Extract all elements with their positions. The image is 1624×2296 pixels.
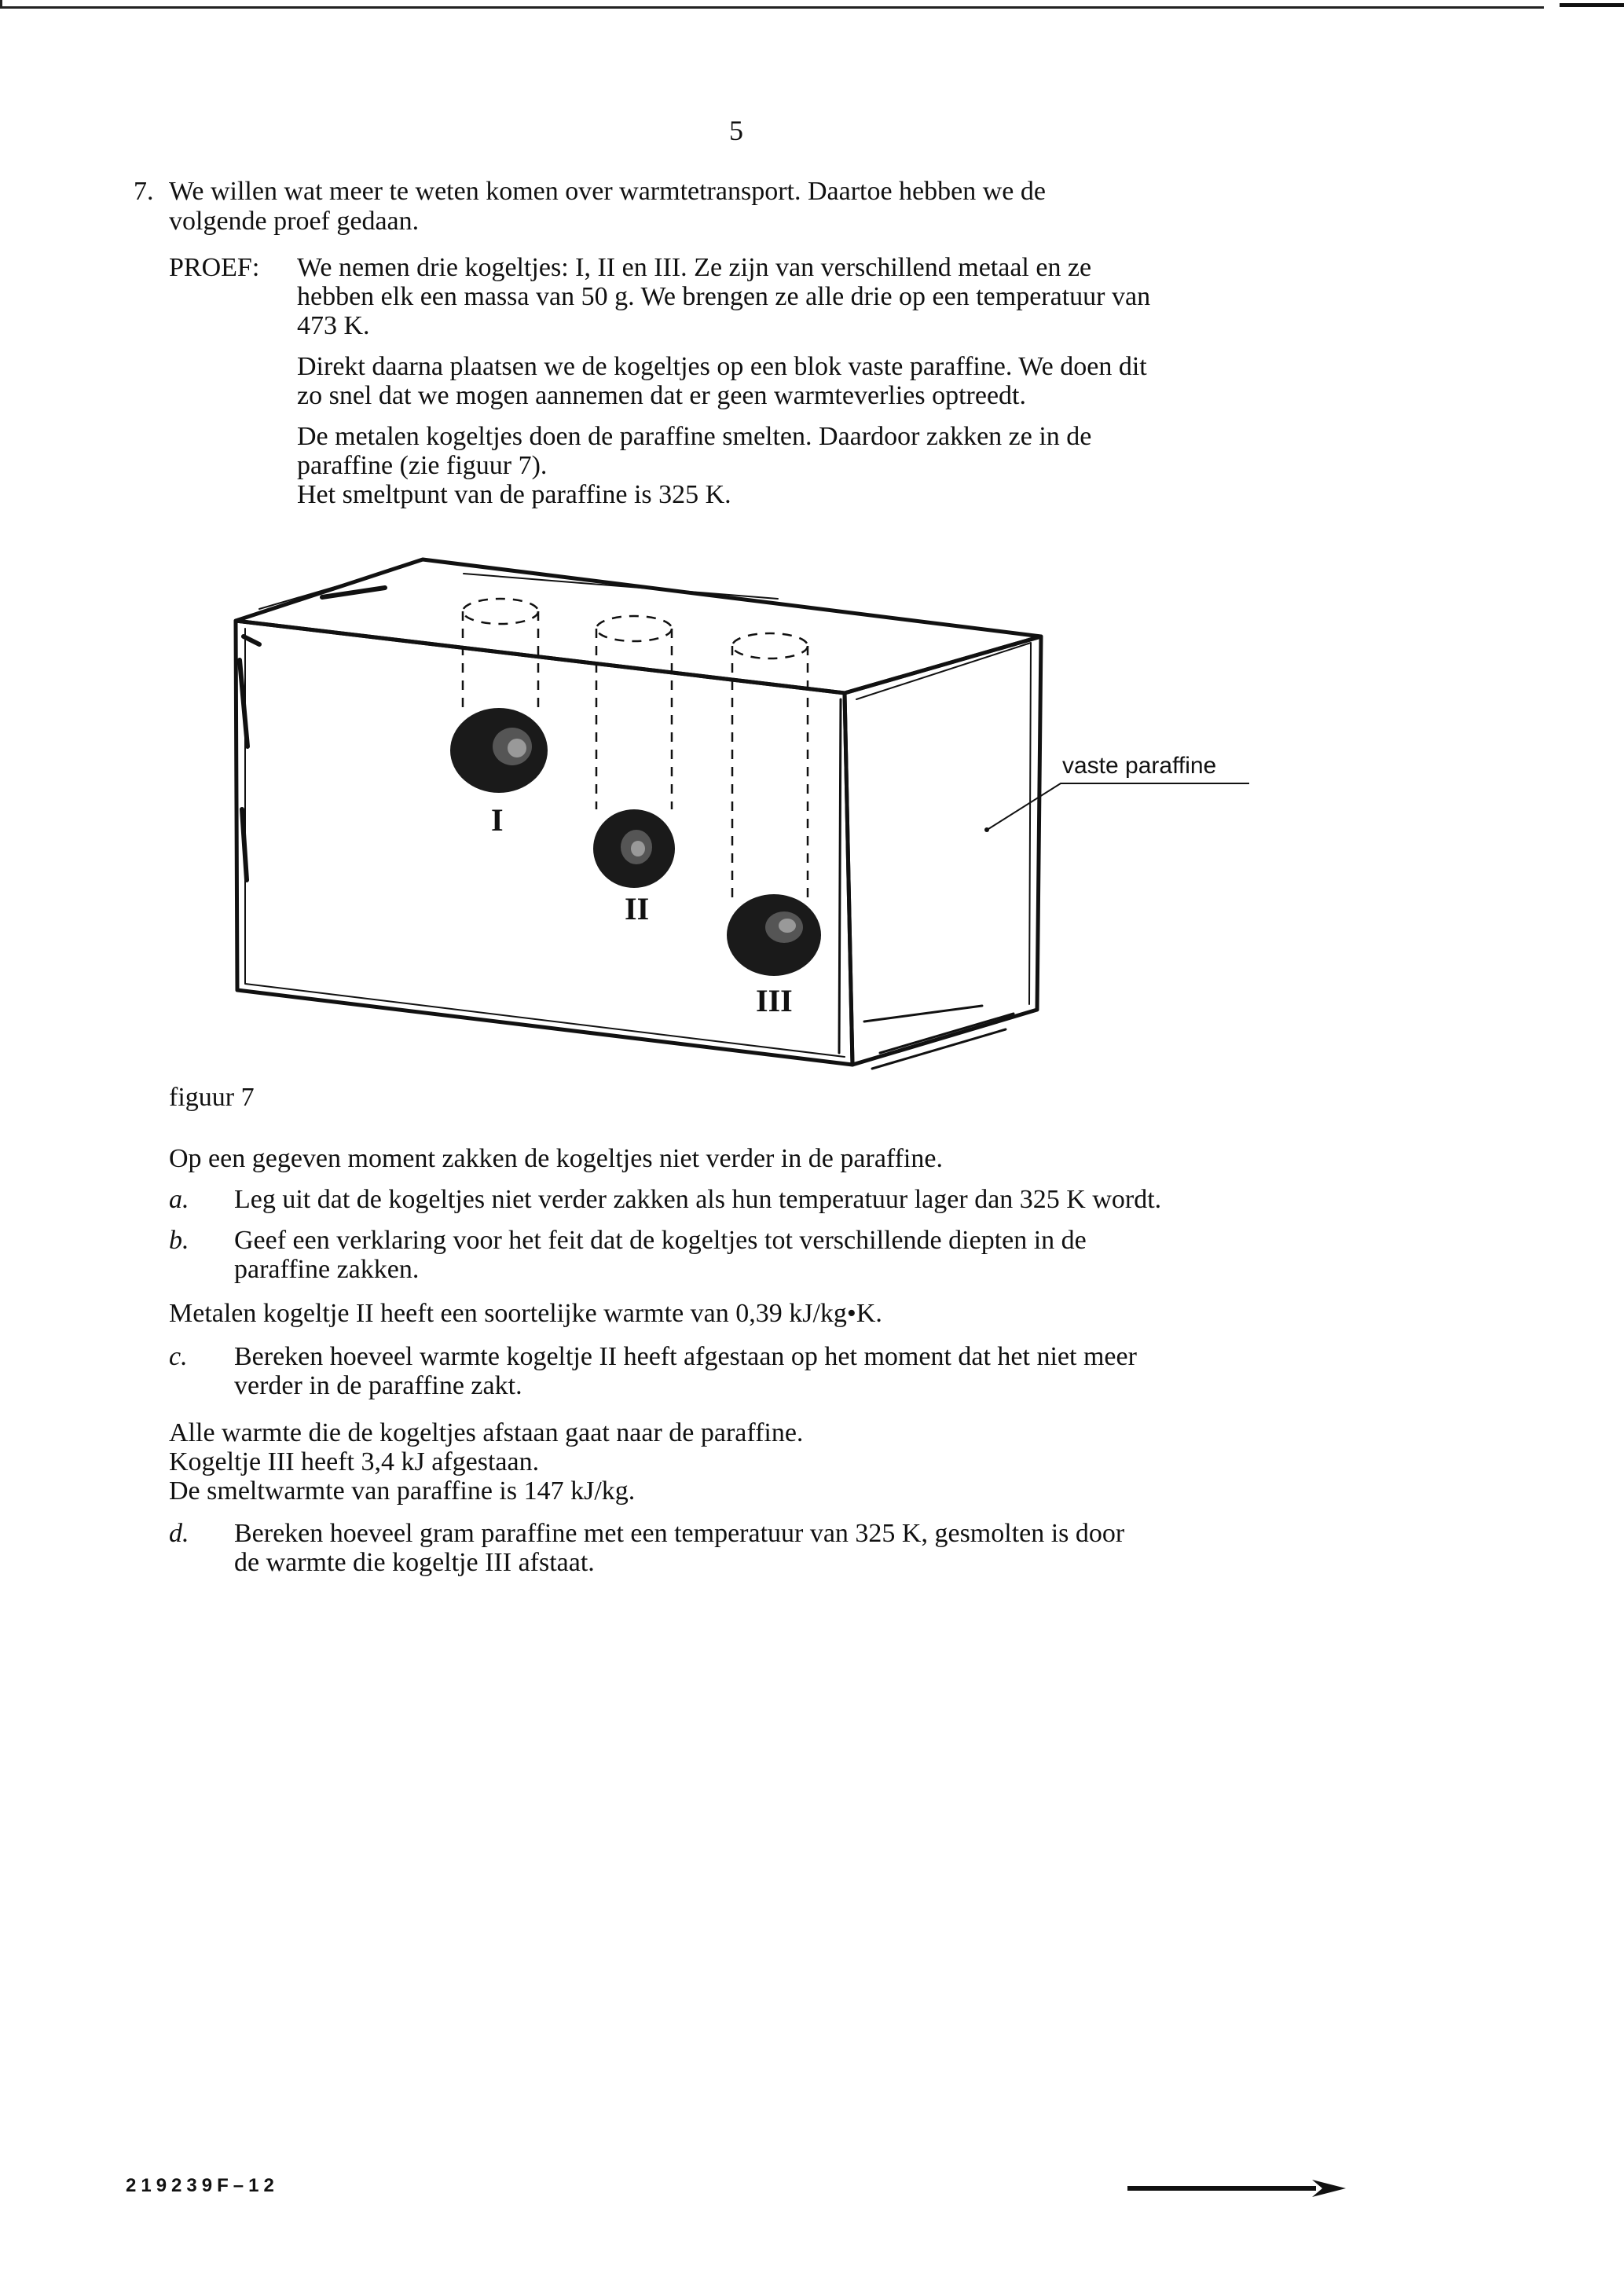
block-label: vaste paraffine [1062,753,1217,779]
proef-line-8: Het smeltpunt van de paraffine is 325 K. [297,480,731,509]
figure-7 [228,550,1265,1084]
sub-c-line-2: verder in de paraffine zakt. [234,1371,522,1400]
ball-III [727,894,821,976]
sub-b-line-1: Geef een verklaring voor het feit dat de kogeltjes tot verschillende diepten in de [234,1226,1087,1255]
proef-line-3: 473 K. [297,311,370,340]
question-number: 7. [134,177,154,206]
ball-label-I: I [491,802,504,838]
info-d-line-1: Alle warmte die de kogeltjes afstaan gaat naar de paraffine. [169,1418,804,1447]
intro-line-2: volgende proef gedaan. [169,207,420,236]
sub-a-letter: a. [169,1185,189,1214]
sub-d-letter: d. [169,1519,189,1548]
page-number: 5 [729,115,743,146]
figure-caption: figuur 7 [169,1083,255,1112]
footer-code: 219239F–12 [126,2175,279,2196]
ball-label-III: III [756,983,793,1018]
paraffin-block-drawing [228,550,1265,1084]
sub-c-line-1: Bereken hoeveel warmte kogeltje II heeft afgestaan op het moment dat het niet meer [234,1342,1137,1371]
ball-II [593,809,675,888]
next-page-arrow-icon [1127,2177,1347,2204]
proef-line-4: Direkt daarna plaatsen we de kogeltjes op een blok vaste paraffine. We doen dit [297,352,1147,381]
sub-b-letter: b. [169,1226,189,1255]
ball-I [450,708,548,793]
top-rule-mark [1560,3,1624,7]
label-leader-line [988,783,1249,829]
proef-label: PROEF: [169,253,260,282]
proef-line-5: zo snel dat we mogen aannemen dat er geen warmteverlies optreedt. [297,381,1026,410]
sub-b-line-2: paraffine zakken. [234,1255,420,1284]
intro-line-1: We willen wat meer te weten komen over warmtetransport. Daartoe hebben we de [169,177,1046,206]
proef-line-6: De metalen kogeltjes doen de paraffine smelten. Daardoor zakken ze in de [297,422,1092,451]
info-d-line-2: Kogeltje III heeft 3,4 kJ afgestaan. [169,1447,540,1476]
ball-label-II: II [625,891,650,926]
proef-line-1: We nemen drie kogeltjes: I, II en III. Ze zijn van verschillend metaal en ze [297,253,1092,282]
info-d-line-3: De smeltwarmte van paraffine is 147 kJ/kg. [169,1476,636,1506]
sub-c-letter: c. [169,1342,188,1371]
proef-line-7: paraffine (zie figuur 7). [297,451,548,480]
after-figure-text: Op een gegeven moment zakken de kogeltjes niet verder in de paraffine. [169,1144,943,1173]
sub-d-line-1: Bereken hoeveel gram paraffine met een temperatuur van 325 K, gesmolten is door [234,1519,1125,1548]
block-side-face [845,636,1041,1065]
sub-a-line-1: Leg uit dat de kogeltjes niet verder zakken als hun temperatuur lager dan 325 K wordt. [234,1185,1162,1214]
sub-d-line-2: de warmte die kogeltje III afstaat. [234,1548,595,1577]
info-c: Metalen kogeltje II heeft een soortelijke warmte van 0,39 kJ/kg•K. [169,1299,882,1328]
top-rule [0,6,1544,9]
proef-line-2: hebben elk een massa van 50 g. We brengen ze alle drie op een temperatuur van [297,282,1151,311]
